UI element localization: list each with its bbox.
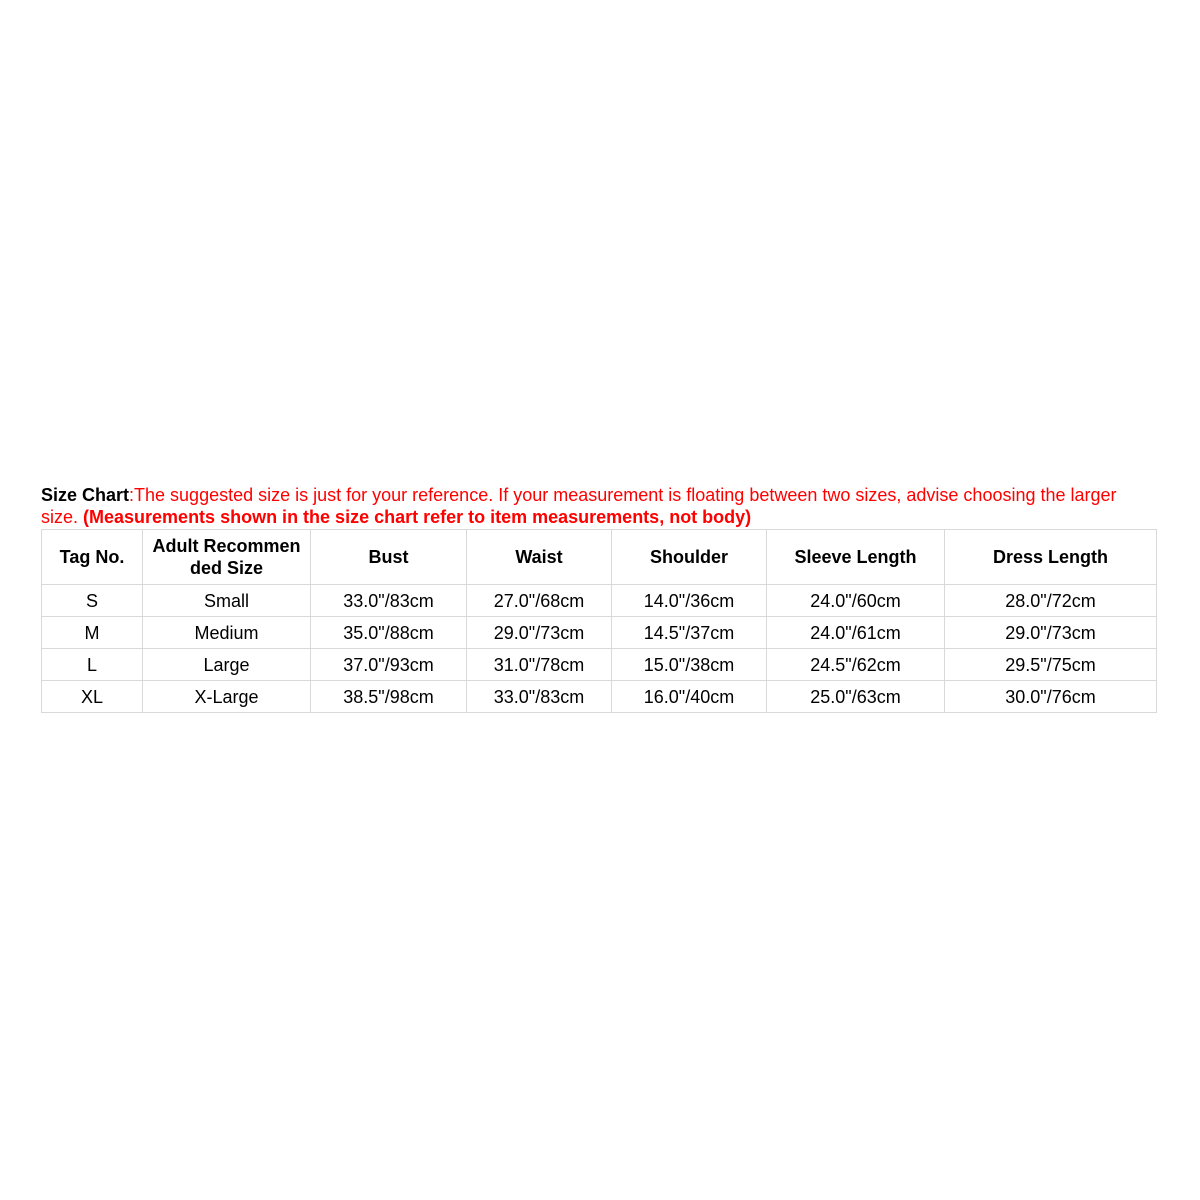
- cell-size: Large: [143, 649, 311, 681]
- cell-dress: 29.5"/75cm: [945, 649, 1157, 681]
- table-row: [42, 681, 1157, 713]
- cell-dress: 29.0"/73cm: [945, 617, 1157, 649]
- cell-size: X-Large: [143, 681, 311, 713]
- cell-shoulder: 16.0"/40cm: [612, 681, 767, 713]
- cell-sleeve: 24.0"/61cm: [767, 617, 945, 649]
- size-chart-label: Size Chart: [41, 485, 130, 505]
- header-shoulder: Shoulder: [612, 530, 767, 585]
- cell-tag: S: [42, 585, 143, 617]
- measurement-disclaimer: (Measurements shown in the size chart refer to item measurements, not body): [83, 507, 752, 527]
- cell-waist: 33.0"/83cm: [467, 681, 612, 713]
- cell-sleeve: 24.5"/62cm: [767, 649, 945, 681]
- size-chart-intro: [41, 484, 1131, 528]
- cell-shoulder: 14.5"/37cm: [612, 617, 767, 649]
- table-row: [42, 585, 1157, 617]
- table-row: [42, 617, 1157, 649]
- cell-waist: 29.0"/73cm: [467, 617, 612, 649]
- cell-sleeve: 24.0"/60cm: [767, 585, 945, 617]
- cell-tag: L: [42, 649, 143, 681]
- size-advice-note: :The suggested size is just for your reference. If your measurement is floating between two sizes, advise choosing the larger size.: [41, 485, 1117, 527]
- header-row: [42, 530, 1157, 585]
- header-tag-no: Tag No.: [42, 530, 143, 585]
- cell-shoulder: 15.0"/38cm: [612, 649, 767, 681]
- cell-bust: 38.5"/98cm: [311, 681, 467, 713]
- header-adult-size: Adult Recommen ded Size: [143, 530, 311, 585]
- cell-waist: 31.0"/78cm: [467, 649, 612, 681]
- header-dress-length: Dress Length: [945, 530, 1157, 585]
- cell-sleeve: 25.0"/63cm: [767, 681, 945, 713]
- cell-tag: XL: [42, 681, 143, 713]
- cell-size: Medium: [143, 617, 311, 649]
- cell-tag: M: [42, 617, 143, 649]
- cell-dress: 28.0"/72cm: [945, 585, 1157, 617]
- cell-waist: 27.0"/68cm: [467, 585, 612, 617]
- cell-dress: 30.0"/76cm: [945, 681, 1157, 713]
- table-row: [42, 649, 1157, 681]
- cell-size: Small: [143, 585, 311, 617]
- cell-bust: 33.0"/83cm: [311, 585, 467, 617]
- size-table: [41, 529, 1157, 713]
- cell-shoulder: 14.0"/36cm: [612, 585, 767, 617]
- cell-bust: 37.0"/93cm: [311, 649, 467, 681]
- header-waist: Waist: [467, 530, 612, 585]
- header-bust: Bust: [311, 530, 467, 585]
- cell-bust: 35.0"/88cm: [311, 617, 467, 649]
- header-sleeve-length: Sleeve Length: [767, 530, 945, 585]
